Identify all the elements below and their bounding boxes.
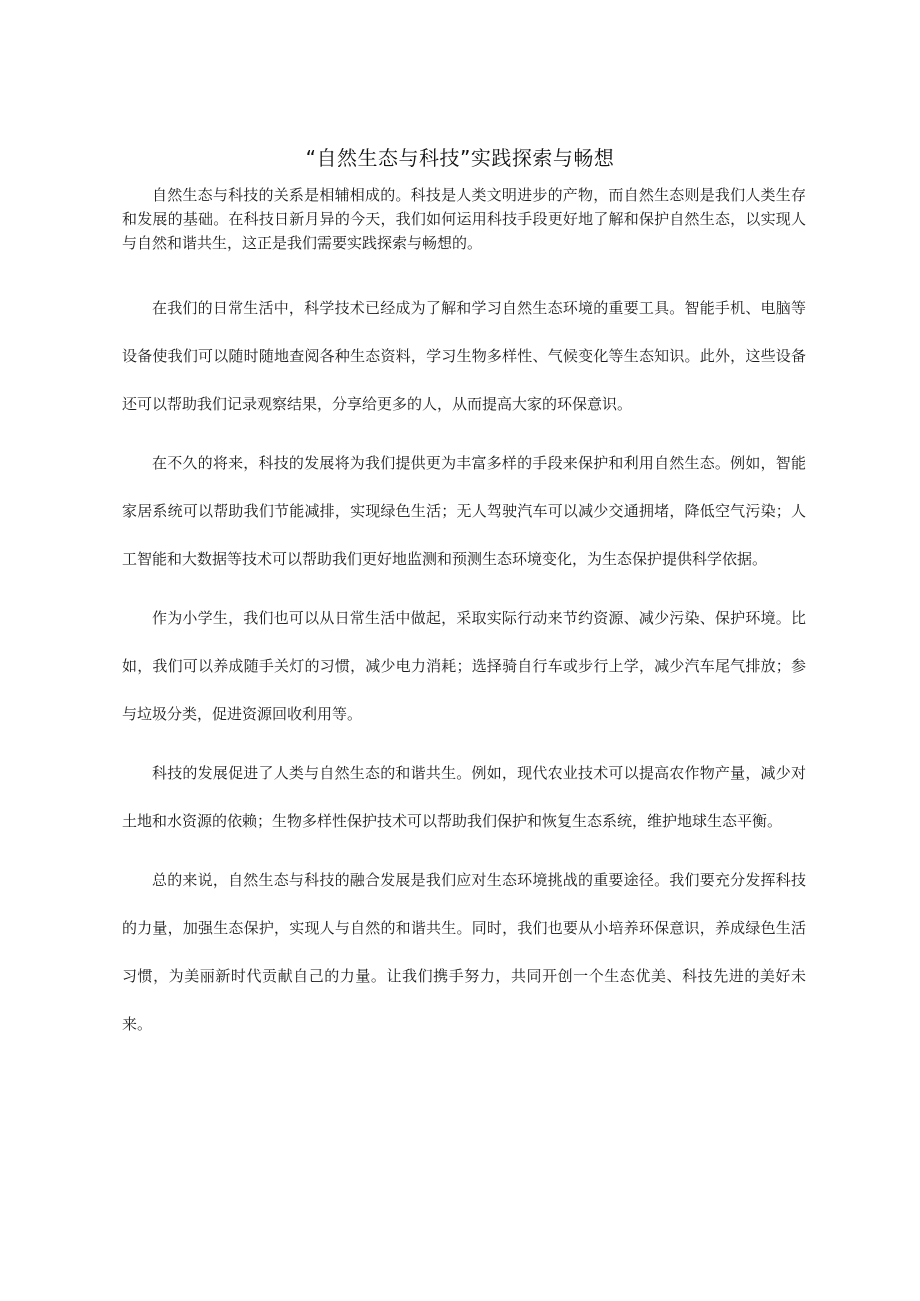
page-title: “自然生态与科技”实践探索与畅想	[305, 146, 615, 170]
paragraph-future: 在不久的将来，科技的发展将为我们提供更为丰富多样的手段来保护和利用自然生态。例如，智能家居系统可以帮助我们节能减排，实现绿色生活；无人驾驶汽车可以减少交通拥堵，降低空气污染；人工智能和大数据等技术可以帮助我们更好地监测和预测生态环境变化，为生态保护提供科学依据。	[122, 454, 806, 568]
document-body	[122, 183, 806, 1059]
paragraph-conclusion: 总的来说，自然生态与科技的融合发展是我们应对生态环境挑战的重要途径。我们要充分发挥科技的力量，加强生态保护，实现人与自然的和谐共生。同时，我们也要从小培养环保意识，养成绿色生活习惯，为美丽新时代贡献自己的力量。让我们携手努力，共同开创一个生态优美、科技先进的美好未来。	[122, 871, 806, 1033]
paragraph-daily-life: 在我们的日常生活中，科学技术已经成为了解和学习自然生态环境的重要工具。智能手机、电脑等设备使我们可以随时随地查阅各种生态资料，学习生物多样性、气候变化等生态知识。此外，这些设备还可以帮助我们记录观察结果，分享给更多的人，从而提高大家的环保意识。	[122, 299, 806, 413]
paragraph-harmony: 科技的发展促进了人类与自然生态的和谐共生。例如，现代农业技术可以提高农作物产量，减少对土地和水资源的依赖；生物多样性保护技术可以帮助我们保护和恢复生态系统，维护地球生态平衡。	[122, 764, 806, 830]
paragraph-intro: 自然生态与科技的关系是相辅相成的。科技是人类文明进步的产物，而自然生态则是我们人类生存和发展的基础。在科技日新月异的今天，我们如何运用科技手段更好地了解和保护自然生态，以实现人与自然和谐共生，这正是我们需要实践探索与畅想的。	[122, 186, 806, 252]
paragraph-students: 作为小学生，我们也可以从日常生活中做起，采取实际行动来节约资源、减少污染、保护环境。比如，我们可以养成随手关灯的习惯，减少电力消耗；选择骑自行车或步行上学，减少汽车尾气排放；参与垃圾分类，促进资源回收利用等。	[122, 609, 806, 723]
